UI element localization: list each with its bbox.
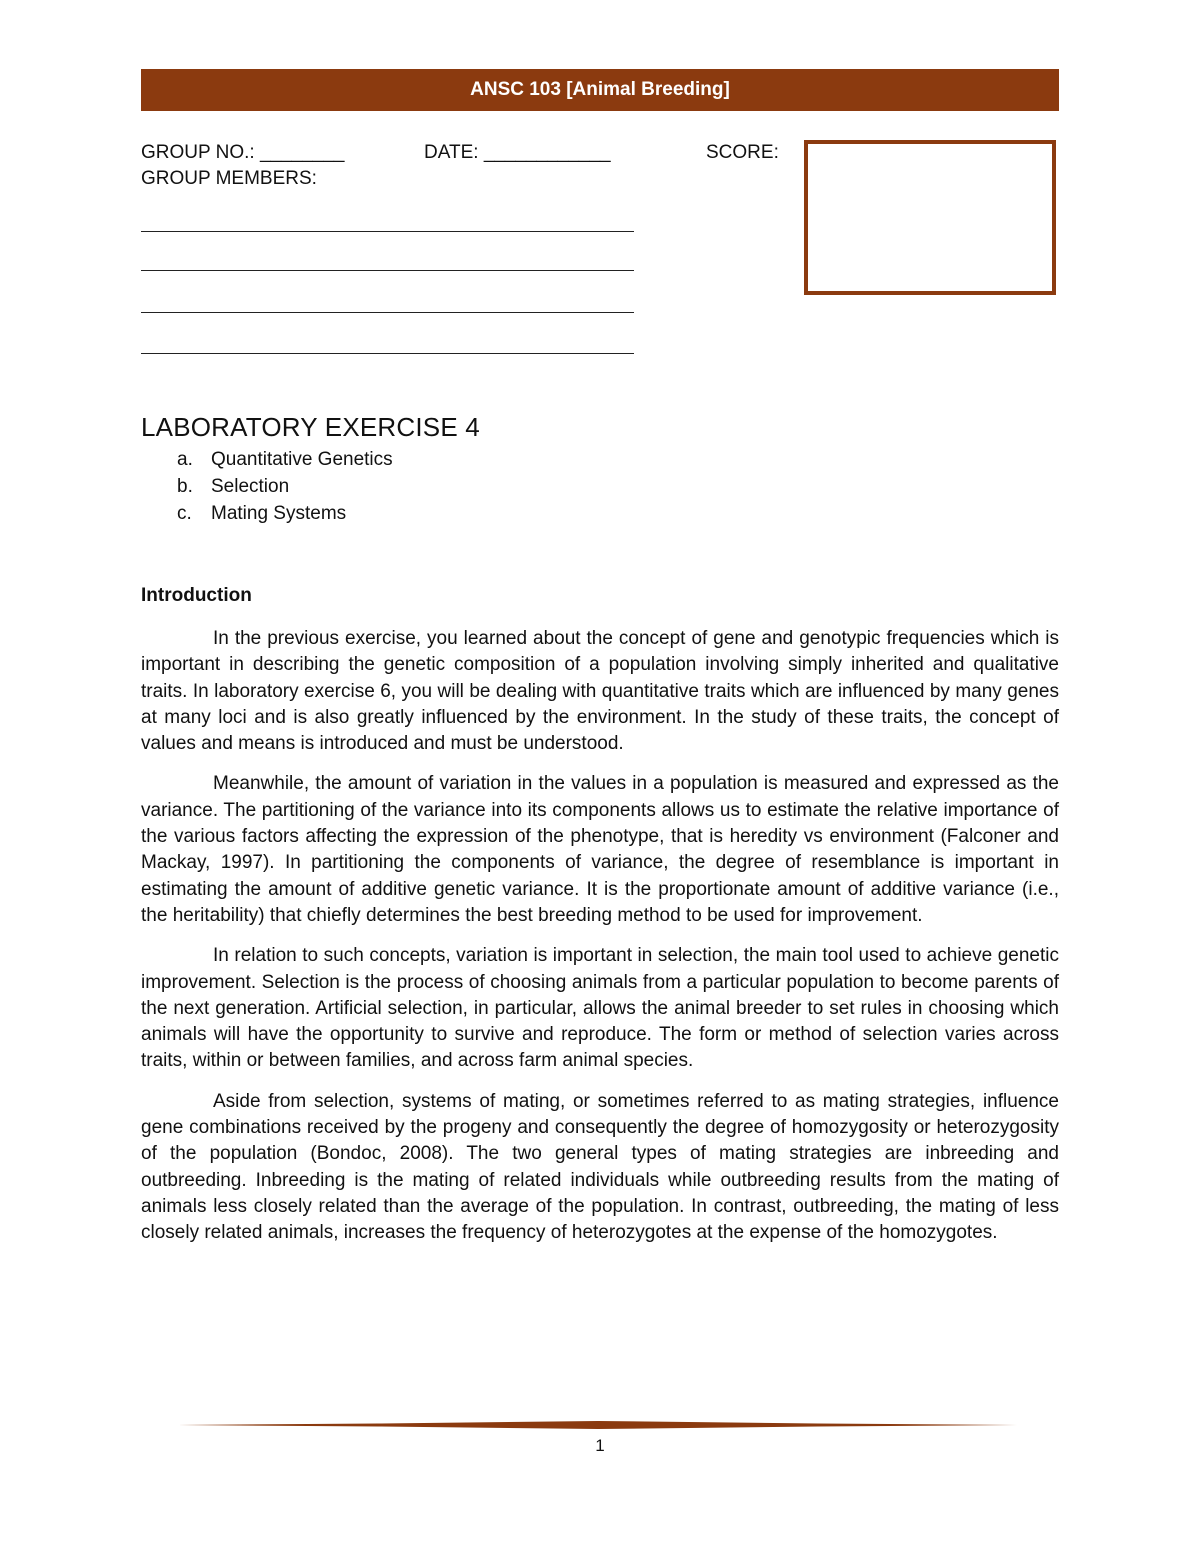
list-marker: b.: [177, 476, 193, 497]
list-item: [141, 500, 393, 527]
footer-rule: [178, 1418, 1023, 1432]
introduction-heading: Introduction: [141, 585, 252, 606]
page-number: 1: [595, 1436, 605, 1455]
score-label: SCORE:: [706, 142, 779, 163]
paragraph: Aside from selection, systems of mating, or sometimes referred to as mating strategies, influence gene combinations received by the progeny and consequently the degree of homozygosity or heterozygosity of the population (Bondoc, 2008). The two general types of mating strategies are inbreeding and outbreeding. Inbreeding is the mating of related individuals while outbreeding results from the mating of animals less closely related than the average of the population. In contrast, outbreeding, the mating of less closely related animals, increases the frequency of heterozygotes at the expense of the homozygotes.: [141, 1090, 1059, 1244]
introduction-body: [141, 626, 1059, 1261]
score-box: [804, 140, 1056, 295]
exercise-title: LABORATORY EXERCISE 4: [141, 412, 480, 442]
member-line-1: [141, 231, 634, 232]
group-members-label: GROUP MEMBERS:: [141, 168, 317, 189]
topic-label: Mating Systems: [211, 503, 347, 524]
topic-label: Quantitative Genetics: [211, 449, 393, 470]
paragraph: In relation to such concepts, variation is important in selection, the main tool used to achieve genetic improvement. Selection is the process of choosing animals from a particular population to become parents of the next generation. Artificial selection, in particular, allows the animal breeder to set rules in choosing which animals will have the opportunity to survive and reproduce. The form or method of selection varies across traits, within or between families, and across farm animal species.: [141, 945, 1059, 1072]
list-item: [141, 446, 393, 473]
list-item: [141, 473, 393, 500]
member-line-4: [141, 353, 634, 354]
member-line-3: [141, 312, 634, 313]
topic-label: Selection: [211, 476, 290, 497]
member-line-2: [141, 270, 634, 271]
paragraph: In the previous exercise, you learned about the concept of gene and genotypic frequencies which is important in describing the genetic composition of a population involving simply inherited and qualitative traits. In laboratory exercise 6, you will be dealing with quantitative traits which are influenced by many genes at many loci and is also greatly influenced by the environment. In the study of these traits, the concept of values and means is introduced and must be understood.: [141, 628, 1059, 755]
list-marker: a.: [177, 449, 193, 470]
list-marker: c.: [177, 503, 192, 524]
paragraph: Meanwhile, the amount of variation in the values in a population is measured and expressed as the variance. The partitioning of the variance into its components allows us to estimate the relative importance of the various factors affecting the expression of the phenotype, that is heredity vs environment (Falconer and Mackay, 1997). In partitioning the components of variance, the degree of resemblance is important in estimating the amount of additive genetic variance. It is the proportionate amount of additive variance (i.e., the heritability) that chiefly determines the best breeding method to be used for improvement.: [141, 773, 1059, 926]
date-field: DATE: ____________: [424, 142, 611, 163]
group-no-field: GROUP NO.: ________: [141, 142, 345, 163]
topic-list: [141, 446, 393, 527]
course-title: ANSC 103 [Animal Breeding]: [470, 79, 730, 100]
course-header-bar: [141, 69, 1059, 111]
